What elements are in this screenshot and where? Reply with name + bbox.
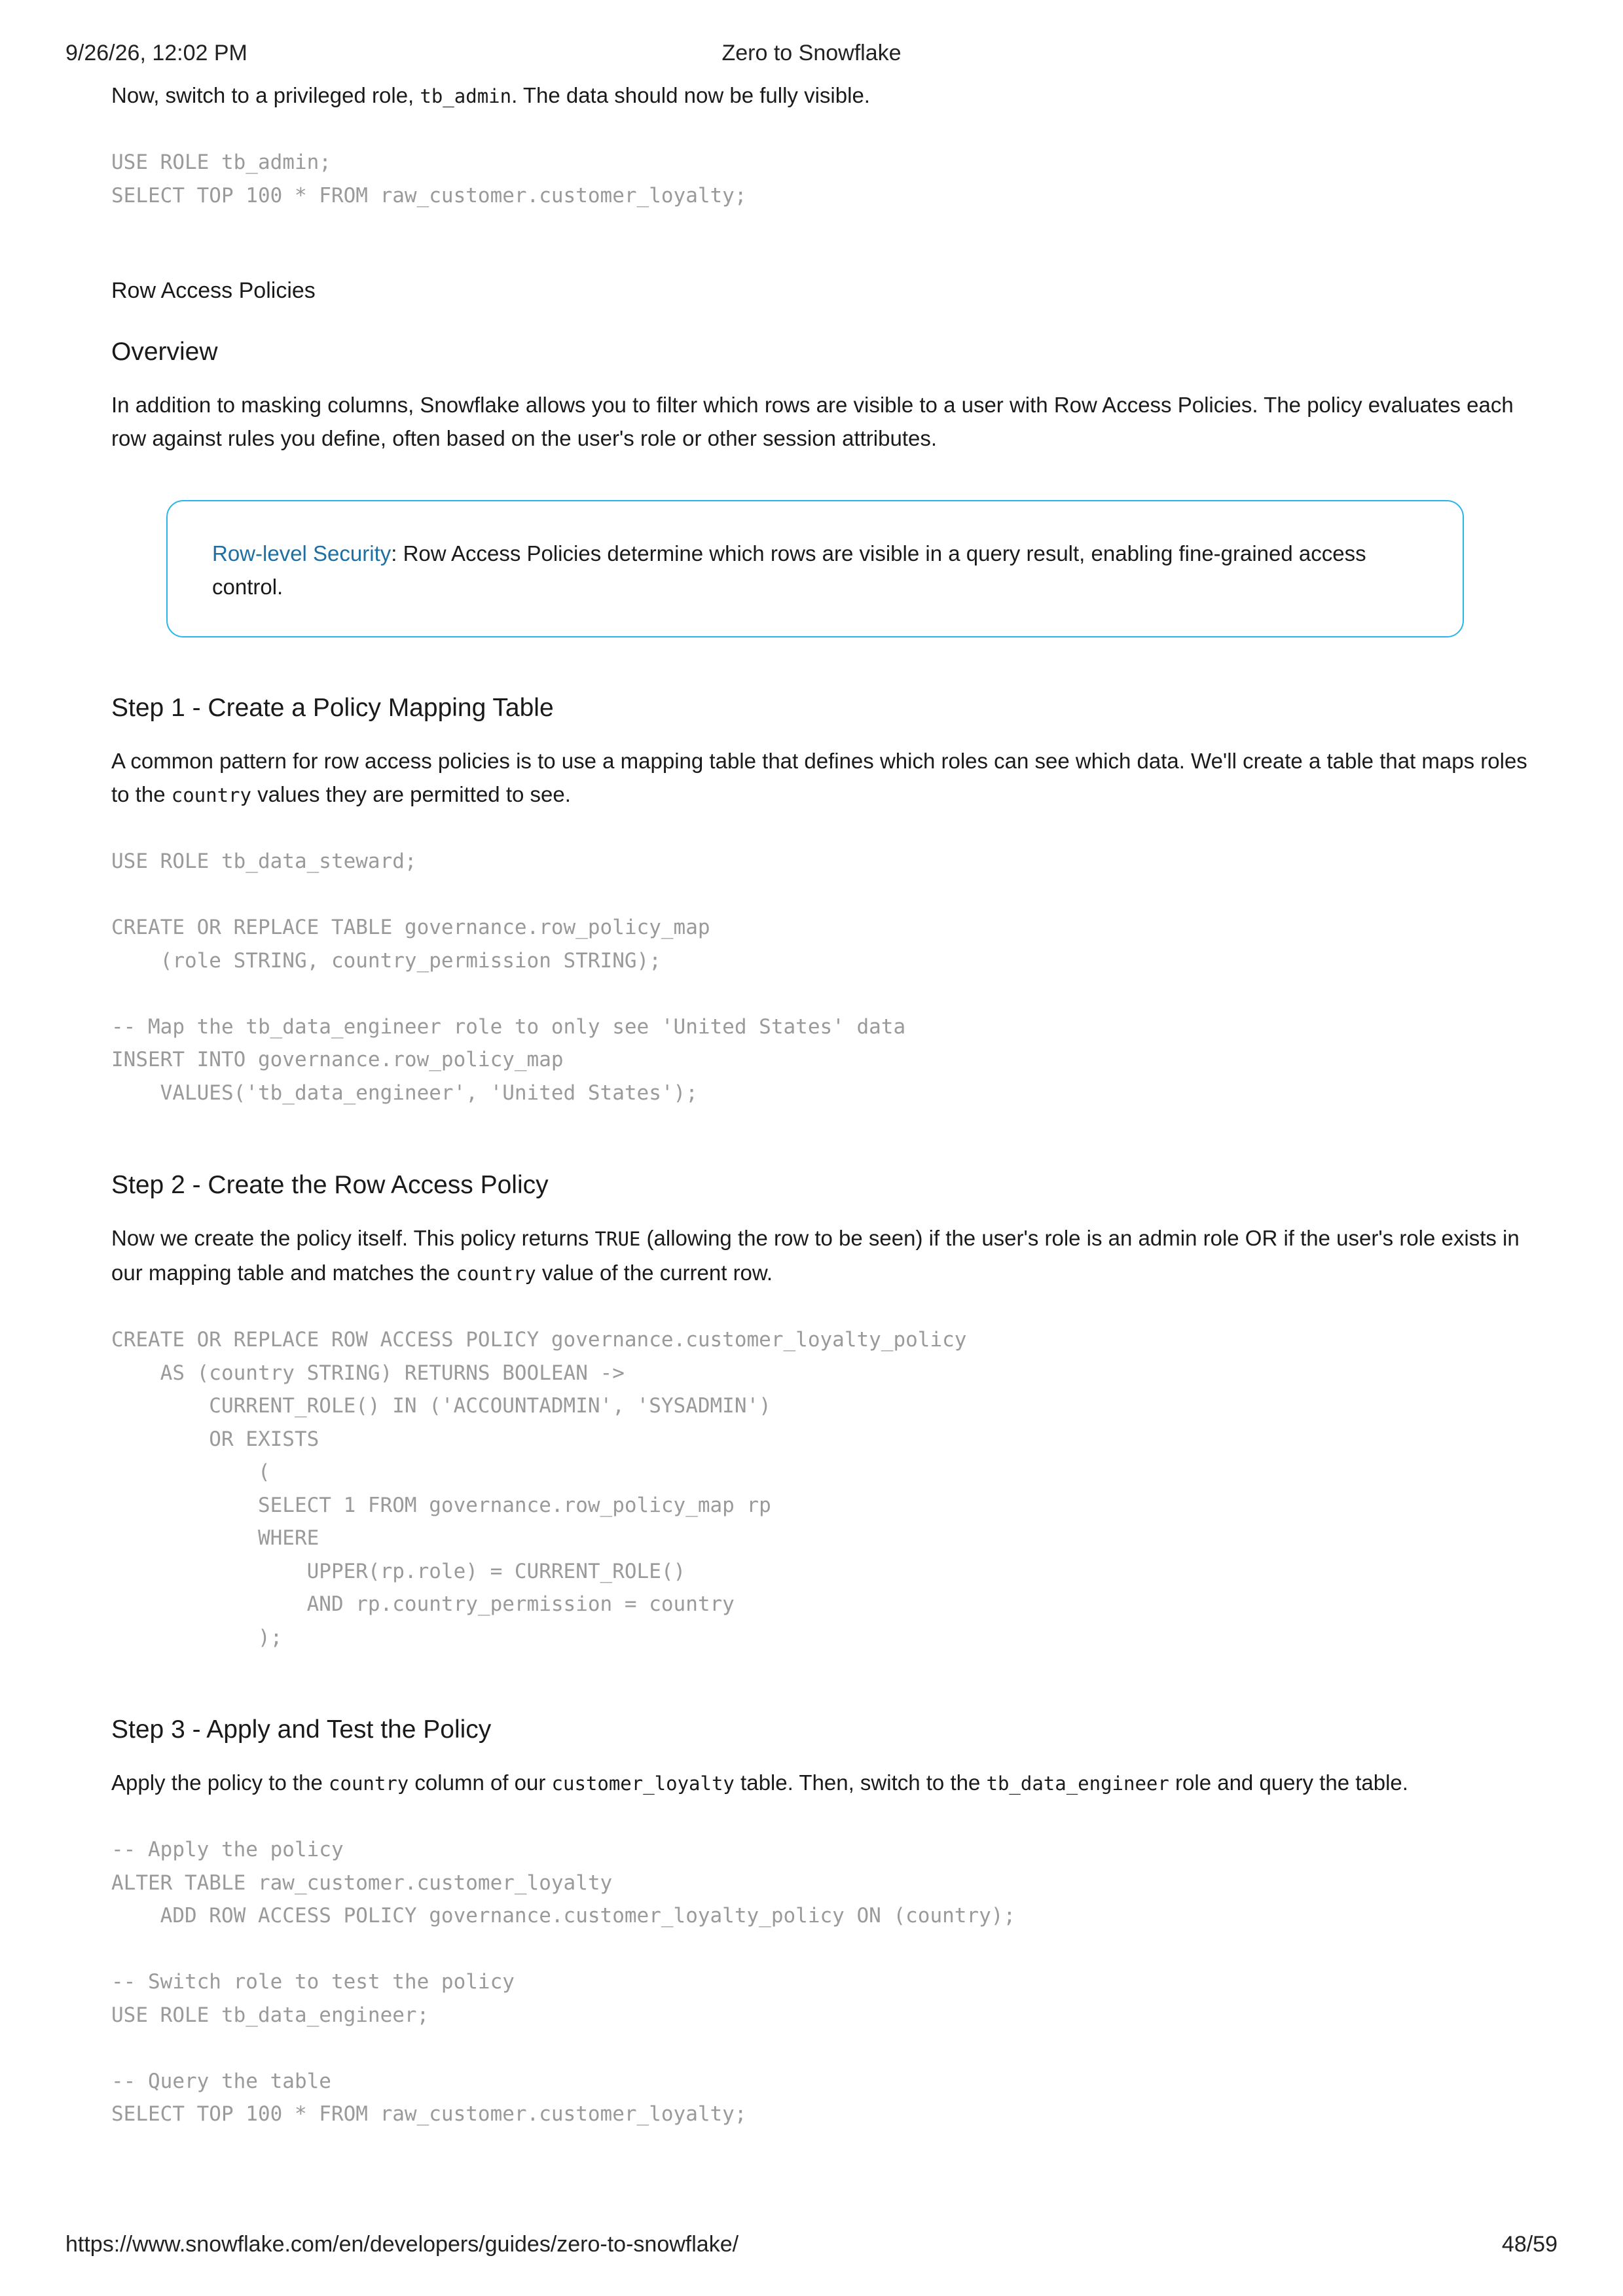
- print-header: [65, 41, 1558, 69]
- step1-paragraph: A common pattern for row access policies is to use a mapping table that defines which roles can see which data. We'll create a table that maps roles to the country values they are permitted to see.: [111, 749, 1527, 806]
- code-block-mapping-table: USE ROLE tb_data_steward; CREATE OR REPLACE TABLE governance.row_policy_map (role STRING, country_permission STRING); -- Map the tb_data_engineer role to only see 'United States' data INSERT INTO governance.row_policy_map VALUES('tb_data_engineer', 'United States');: [111, 850, 906, 1105]
- code-block-apply-test: -- Apply the policy ALTER TABLE raw_customer.customer_loyalty ADD ROW ACCESS POLICY governance.customer_loyalty_policy ON (country); -- Switch role to test the policy USE ROLE tb_data_engineer; -- Query the table SELECT TOP 100 * FROM raw_customer.customer_loyalty;: [111, 1838, 1016, 2126]
- inline-code-country: country: [171, 784, 251, 806]
- print-title: Zero to Snowflake: [721, 41, 902, 65]
- overview-heading: Overview: [111, 338, 218, 366]
- inline-code-customer-loyalty: customer_loyalty: [551, 1772, 735, 1795]
- info-callout: [166, 500, 1464, 637]
- inline-code-true: TRUE: [594, 1228, 641, 1250]
- callout-text: Row-level Security: Row Access Policies determine which rows are visible in a query result, enabling fine-grained access control.: [212, 541, 1366, 599]
- intro-paragraph: Now, switch to a privileged role, tb_admin. The data should now be fully visible.: [111, 83, 870, 107]
- document-content: [111, 79, 1532, 2131]
- step2-paragraph: Now we create the policy itself. This policy returns TRUE (allowing the row to be seen) if the user's role is an admin role OR if the user's role exists in our mapping table and matches the country value of the current row.: [111, 1226, 1520, 1285]
- print-datetime: 9/26/26, 12:02 PM: [65, 41, 247, 65]
- step3-paragraph: Apply the policy to the country column of our customer_loyalty table. Then, switch to the tb_data_engineer role and query the table.: [111, 1770, 1408, 1795]
- code-block-switch-admin: USE ROLE tb_admin; SELECT TOP 100 * FROM raw_customer.customer_loyalty;: [111, 151, 747, 207]
- print-page-number: 48/59: [1501, 2232, 1558, 2257]
- step1-heading: Step 1 - Create a Policy Mapping Table: [111, 694, 554, 722]
- step3-heading: Step 3 - Apply and Test the Policy: [111, 1715, 492, 1744]
- inline-code-tb-data-engineer: tb_data_engineer: [986, 1772, 1169, 1795]
- step2-heading: Step 2 - Create the Row Access Policy: [111, 1171, 549, 1199]
- inline-code-tb-admin: tb_admin: [420, 85, 512, 107]
- print-footer: [65, 2232, 1558, 2261]
- overview-paragraph: In addition to masking columns, Snowflake allows you to filter which rows are visible to a user with Row Access Policies. The policy evaluates each row against rules you define, often based on the user's role or other session attributes.: [111, 393, 1514, 450]
- print-url: https://www.snowflake.com/en/developers/guides/zero-to-snowflake/: [65, 2232, 739, 2257]
- inline-code-country: country: [456, 1263, 536, 1285]
- row-level-security-link[interactable]: Row-level Security: [212, 541, 392, 565]
- code-block-row-access-policy: CREATE OR REPLACE ROW ACCESS POLICY governance.customer_loyalty_policy AS (country STRING) RETURNS BOOLEAN -> CURRENT_ROLE() IN ('ACCOUNTADMIN', 'SYSADMIN') OR EXISTS ( SELECT 1 FROM governance.row_policy_map rp WHERE UPPER(rp.role) = CURRENT_ROLE() AND rp.country_permission = country );: [111, 1328, 967, 1649]
- inline-code-country: country: [329, 1772, 409, 1795]
- section-heading-row-access-policies: Row Access Policies: [111, 278, 316, 303]
